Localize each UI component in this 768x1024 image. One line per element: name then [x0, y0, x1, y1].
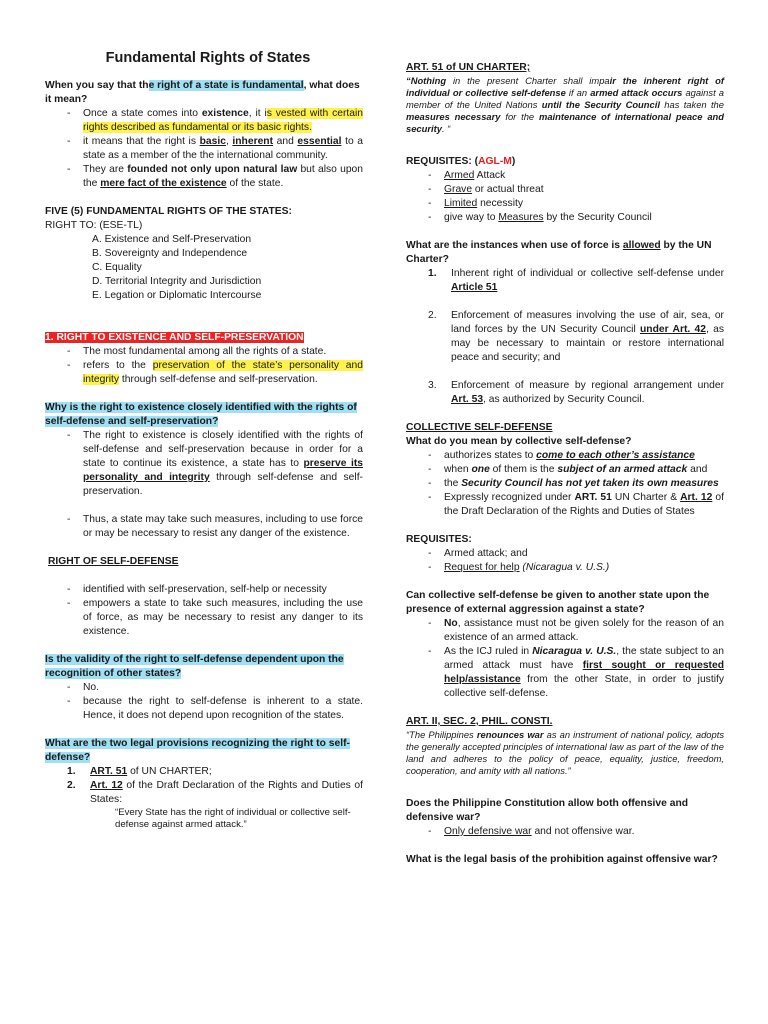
list-item: - Request for help (Nicaragua v. U.S.) [428, 561, 724, 575]
list-item: D. Territorial Integrity and Jurisdiction [92, 276, 262, 287]
list-item: - refers to the preservation of the state’s personality and integrity through self-defense and self-preservation. [67, 359, 363, 387]
requisites-heading: REQUISITES: (AGL-M) [406, 156, 516, 167]
phil-consti-heading: ART. II, SEC. 2, PHIL. CONSTI. [406, 716, 553, 727]
question-identified: Why is the right to existence closely identified with the rights of self-defense and self-preservation? [45, 402, 357, 427]
right-column [406, 0, 724, 867]
list-item: 1. ART. 51 of UN CHARTER; [67, 766, 212, 777]
list-item: - give way to Measures by the Security Council [428, 211, 724, 225]
list-item: - Thus, a state may take such measures, including to use force or may be necessary to resist any danger of the existence. [67, 513, 363, 541]
list-item: - The most fundamental among all the rights of a state. [67, 345, 363, 359]
question-fundamental: When you say that the right of a state is fundamental, what does it mean? [45, 80, 360, 105]
question-validity: Is the validity of the right to self-defense dependent upon the recognition of other states? [45, 654, 344, 679]
list-item: E. Legation or Diplomatic Intercourse [92, 290, 262, 301]
list-item: - No. [67, 681, 363, 695]
five-rights-sub: RIGHT TO: (ESE-TL) [45, 220, 143, 231]
fundamental-list [45, 107, 363, 191]
page-title: Fundamental Rights of States [105, 50, 311, 66]
highlight-fundamental: e right of a state is fundamental [148, 80, 304, 91]
list-item: B. Sovereignty and Independence [92, 248, 248, 259]
list-item: - Armed attack; and [428, 547, 724, 561]
list-item: - Armed Attack [428, 169, 724, 183]
list-item: 2. Art. 12 of the Draft Declaration of the Rights and Duties of States: [67, 780, 363, 805]
list-item: C. Equality [92, 262, 142, 273]
question-provisions: What are the two legal provisions recognizing the right to self-defense? [45, 738, 350, 763]
list-item: - Limited necessity [428, 197, 724, 211]
list-item: - because the right to self-defense is inherent to a state. Hence, it does not depend upon recognition of the states. [67, 695, 363, 723]
question-phil-war: Does the Philippine Constitution allow both offensive and defensive war? [406, 798, 689, 823]
list-item: - when one of them is the subject of an armed attack and [428, 463, 724, 477]
requisites-2-heading: REQUISITES: [406, 534, 472, 545]
self-defense-heading: RIGHT OF SELF-DEFENSE [48, 556, 179, 567]
collective-heading: COLLECTIVE SELF-DEFENSE [406, 422, 553, 433]
identified-list [45, 429, 363, 541]
list-item: - Once a state comes into existence, it is vested with certain rights described as fundamental or its basic rights. [67, 107, 363, 135]
existence-list [45, 345, 363, 387]
art51-quote: “Nothing in the present Charter shall impair the inherent right of individual or collective self-defense if an armed attack occurs against a member of the United Nations until the Security Council has taken the measures necessary for the maintenance of international peace and security. “ [406, 75, 724, 134]
collective-list [406, 449, 724, 519]
question-collective: What do you mean by collective self-defense? [406, 436, 632, 447]
phil-consti-quote: “The Philippines renounces war as an instrument of national policy, adopts the generally accepted principles of international law as part of the law of the land and adheres to the policy of peace, equality, justice, freedom, cooperation, and amity with all nations.” [406, 729, 725, 776]
five-rights-heading: FIVE (5) FUNDAMENTAL RIGHTS OF THE STATES: [45, 206, 292, 217]
list-item: 3. Enforcement of measure by regional arrangement under Art. 53, as authorized by Security Council. [428, 380, 724, 405]
question-force: What are the instances when use of force is allowed by the UN Charter? [406, 240, 712, 265]
requisites-list [406, 169, 724, 225]
list-item: 1. Inherent right of individual or collective self-defense under Article 51 [428, 268, 724, 293]
art51-heading: ART. 51 of UN CHARTER; [406, 62, 531, 73]
list-item: - authorizes states to come to each other’s assistance [428, 449, 724, 463]
art12-quote: “Every State has the right of individual or collective self-defense against armed attack.” [115, 807, 351, 830]
list-item: - it means that the right is basic, inherent and essential to a state as a member of the the international community. [67, 135, 363, 163]
force-list [406, 267, 724, 407]
list-item: - identified with self-preservation, self-help or necessity [67, 583, 363, 597]
question-legal-basis: What is the legal basis of the prohibition against offensive war? [406, 854, 718, 865]
requisites-2-list [406, 547, 724, 575]
list-item: - They are founded not only upon natural law but also upon the mere fact of the existence of the state. [67, 163, 363, 191]
question-collective-given: Can collective self-defense be given to another state upon the presence of external aggression against a state? [406, 590, 710, 615]
list-item: - Grave or actual threat [428, 183, 724, 197]
self-defense-list [45, 583, 363, 639]
left-column [45, 0, 363, 831]
phil-war-list [406, 825, 724, 839]
list-item: - As the ICJ ruled in Nicaragua v. U.S., the state subject to an armed attack must have first sought or requested help/assistance from the other State, in order to justify collective self-defense. [428, 645, 724, 701]
list-item: - No, assistance must not be given solely for the reason of an existence of an armed attack. [428, 617, 724, 645]
validity-list [45, 681, 363, 723]
five-rights-list [45, 233, 363, 303]
list-item: - Expressly recognized under ART. 51 UN Charter & Art. 12 of the Draft Declaration of the Rights and Duties of States [428, 491, 724, 519]
collective-given-list [406, 617, 724, 701]
list-item: 2. Enforcement of measures involving the use of air, sea, or land forces by the UN Security Council under Art. 42, as may be necessary to maintain or restore international peace and security; and [428, 310, 724, 363]
list-item: A. Existence and Self-Preservation [92, 234, 252, 245]
list-item: - empowers a state to take such measures, including the use of force, as may be necessary to resist any danger to its existence. [67, 597, 363, 639]
list-item: - the Security Council has not yet taken its own measures [428, 477, 724, 491]
section-heading-existence: 1. RIGHT TO EXISTENCE AND SELF-PRESERVATION [45, 332, 304, 343]
list-item: - Only defensive war and not offensive war. [428, 825, 724, 839]
provisions-list [45, 765, 363, 807]
list-item: - The right to existence is closely identified with the rights of self-defense and self-preservation because in order for a state to continue its existence, a state has to preserve its personality and integrity through self-defense and self-preservation. [67, 429, 363, 499]
